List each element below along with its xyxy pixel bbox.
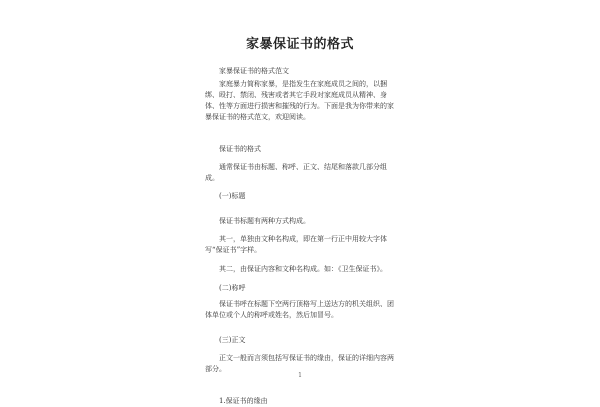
subheading-body: (三)正文 — [219, 336, 246, 344]
subheading-salutation: (二)称呼 — [219, 284, 246, 292]
paragraph-method-one: 其一，单独由文种名构成，即在第一行正中用较大字体写“保证书”字样。 — [205, 235, 387, 254]
document-title: 家暴保证书的格式 — [245, 37, 354, 52]
page-number: 1 — [298, 372, 302, 379]
paragraph-intro-heading: 家暴保证书的格式范文 — [219, 67, 289, 75]
paragraph-composition: 通常保证书由标题、称呼、正文、结尾和落款几部分组成。 — [205, 163, 387, 182]
paragraph-body: 正文一般而言须包括写保证书的缘由，保证的详细内容两部分。 — [205, 354, 394, 373]
subheading-title: (一)标题 — [219, 192, 246, 200]
section-heading-format: 保证书的格式 — [219, 145, 261, 153]
paragraph-title-methods: 保证书标题有两种方式构成。 — [219, 217, 310, 225]
paragraph-definition: 家庭暴力简称家暴，是指发生在家庭成员之间的，以捆绑、殴打、禁闭、残害或者其它手段对家庭成员从精神、身体、性等方面进行损害和摧残的行为。下面是我为你带来的家暴保证书的格式范文，欢迎阅读。 — [205, 80, 394, 121]
paragraph-salutation: 保证书呼在标题下空两行顶格写上送达方的机关组织、团体单位或个人的称呼或姓名，然后加冒号。 — [205, 300, 394, 319]
paragraph-method-two: 其二，由保证内容和文种名构成。如：《卫生保证书》。 — [219, 265, 387, 273]
document-body — [205, 66, 399, 407]
subheading-reason: 1.保证书的缘由 — [219, 397, 268, 405]
